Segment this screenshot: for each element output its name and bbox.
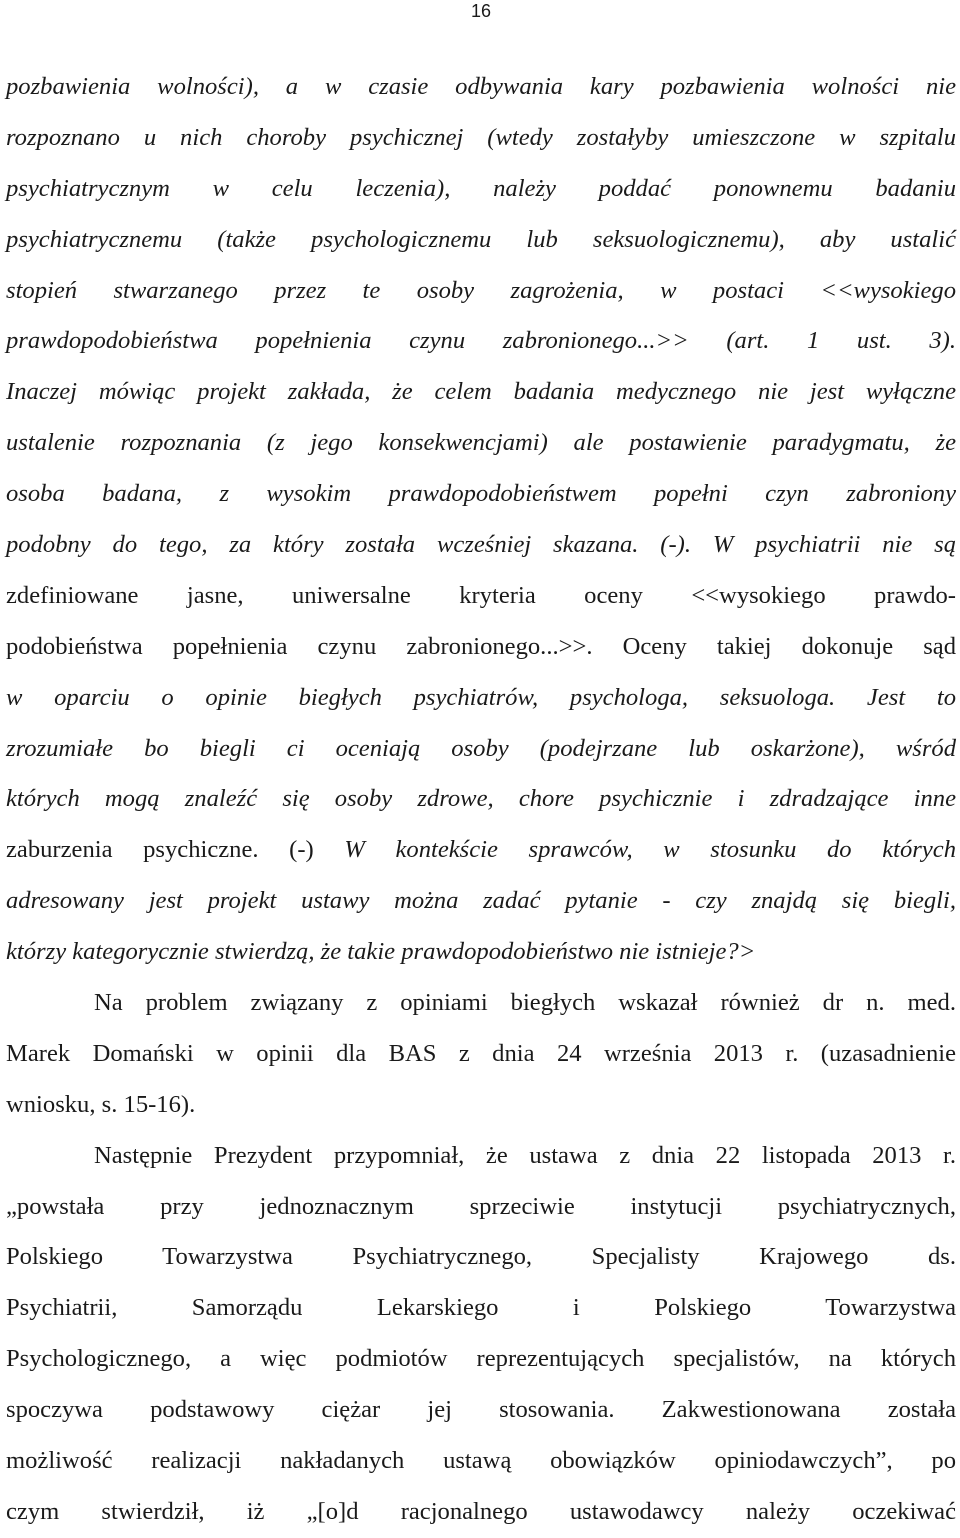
text-segment: W kontekście sprawców, w stosunku do których (344, 836, 956, 864)
text-segment: rozpoznano u nich choroby psychicznej (wtedy zostałyby umieszczone w szpitalu (6, 123, 956, 151)
text-line (6, 571, 956, 622)
text-segment: podobieństwa popełnienia czynu zabronionego...>>. Oceny takiej dokonuje sąd (6, 632, 956, 660)
text-segment: psychiatrycznemu (także psychologicznemu lub seksuologicznemu), aby ustalić (6, 225, 956, 253)
text-line (6, 622, 956, 673)
text-line (6, 316, 956, 367)
text-line (6, 520, 956, 571)
text-segment: zaburzenia psychiczne. (-) (6, 836, 345, 864)
text-line (6, 724, 956, 775)
text-segment: pozbawienia wolności), a w czasie odbywania kary pozbawienia wolności nie (6, 73, 956, 100)
text-line (6, 113, 956, 164)
text-line (6, 1385, 956, 1436)
text-segment: Na problem związany z opiniami biegłych wskazał również dr n. med. (94, 989, 956, 1017)
text-segment: w oparciu o opinie biegłych psychiatrów, psychologa, seksuologa. Jest to (6, 683, 956, 711)
text-line (6, 367, 956, 418)
text-segment: spoczywa podstawowy ciężar jej stosowania. Zakwestionowana została (6, 1396, 956, 1424)
text-segment: „powstała przy jednoznacznym sprzeciwie instytucji psychiatrycznych, (6, 1192, 956, 1220)
text-line (6, 1029, 956, 1080)
text-segment: ustalenie rozpoznania (z jego konsekwencjami) ale postawienie paradygmatu, że (6, 429, 956, 457)
text-segment: osoba badana, z wysokim prawdopodobieństwem popełni czyn zabroniony (6, 480, 956, 508)
text-line (6, 469, 956, 520)
page-number: 16 (470, 1, 491, 21)
text-segment: zrozumiałe bo biegli ci oceniają osoby (podejrzane lub oskarżone), wśród (6, 734, 956, 762)
text-segment: zdefiniowane jasne, uniwersalne kryteria oceny <<wysokiego prawdo- (6, 581, 956, 609)
text-line (6, 1487, 956, 1538)
text-line (6, 1436, 956, 1487)
text-segment: Marek Domański w opinii dla BAS z dnia 24 września 2013 r. (uzasadnienie (6, 1039, 956, 1067)
text-line (6, 876, 956, 927)
text-line (6, 1131, 956, 1182)
text-line (6, 215, 956, 266)
text-line (6, 62, 956, 113)
text-segment: stopień stwarzanego przez te osoby zagrożenia, w postaci <<wysokiego (6, 276, 956, 304)
text-line (6, 978, 956, 1029)
text-segment: Psychologicznego, a więc podmiotów reprezentujących specjalistów, na których (6, 1345, 956, 1373)
text-line (6, 1080, 956, 1131)
text-line (6, 1232, 956, 1283)
text-segment: Inaczej mówiąc projekt zakłada, że celem badania medycznego nie jest wyłączne (6, 378, 956, 406)
text-line (6, 1182, 956, 1233)
text-segment: których mogą znaleźć się osoby zdrowe, chore psychicznie i zdradzające inne (6, 785, 956, 813)
text-segment: adresowany jest projekt ustawy można zadać pytanie - czy znajdą się biegli, (6, 887, 956, 915)
text-segment: wniosku, s. 15-16). (6, 1090, 196, 1118)
text-line (6, 774, 956, 825)
text-line (6, 164, 956, 215)
text-line (6, 266, 956, 317)
text-line (6, 927, 956, 978)
text-segment: czym stwierdził, iż „[o]d racjonalnego ustawodawcy należy oczekiwać (6, 1497, 956, 1525)
text-segment: podobny do tego, za który została wcześniej skazana. (-). W psychiatrii nie są (6, 531, 956, 559)
text-line (6, 1334, 956, 1385)
text-line (6, 418, 956, 469)
text-line (6, 673, 956, 724)
document-body (6, 62, 956, 1538)
text-segment: Następnie Prezydent przypomniał, że ustawa z dnia 22 listopada 2013 r. (94, 1141, 956, 1169)
text-segment: Polskiego Towarzystwa Psychiatrycznego, Specjalisty Krajowego ds. (6, 1243, 956, 1271)
text-segment: prawdopodobieństwa popełnienia czynu zabronionego...>> (art. 1 ust. 3). (6, 327, 956, 355)
text-segment: psychiatrycznym w celu leczenia), należy poddać ponownemu badaniu (6, 174, 956, 202)
text-line (6, 1283, 956, 1334)
text-segment: Psychiatrii, Samorządu Lekarskiego i Polskiego Towarzystwa (6, 1294, 956, 1322)
text-segment: możliwość realizacji nakładanych ustawą obowiązków opiniodawczych”, po (6, 1447, 956, 1475)
text-segment: którzy kategorycznie stwierdzą, że takie prawdopodobieństwo nie istnieje?> (6, 938, 756, 966)
text-line (6, 825, 956, 876)
